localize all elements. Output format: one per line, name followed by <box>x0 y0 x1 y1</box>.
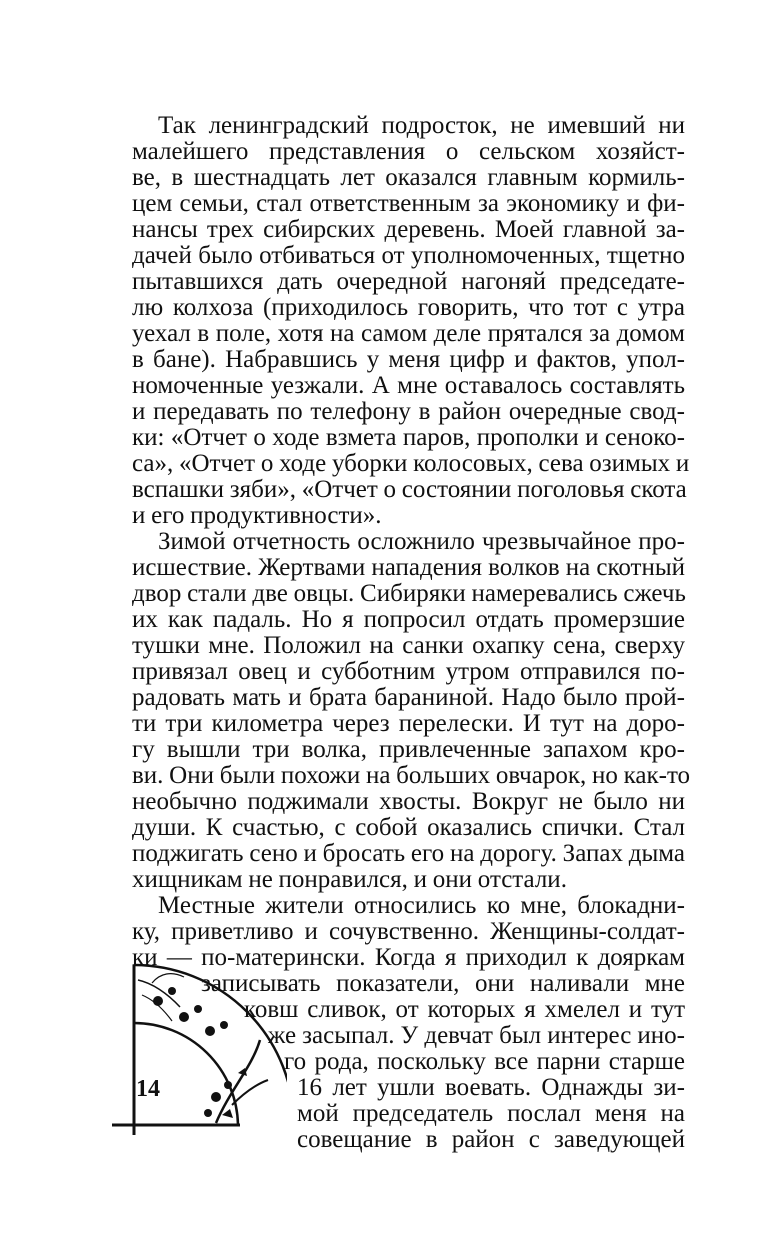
text-line: гу вышли три волка, привлеченные запахом кро- <box>132 736 685 763</box>
text-line: в бане). Набравшись у меня цифр и фактов, упол- <box>132 346 685 373</box>
text-line: привязал овец и субботним утром отправился по- <box>132 658 685 685</box>
text-line: ки: «Отчет о ходе взмета паров, прополки и сеноко- <box>132 424 685 451</box>
text-line: лю колхоза (приходилось говорить, что тот с утра <box>132 294 685 321</box>
text-line: ви. Они были похожи на больших овчарок, но как-то <box>132 762 691 789</box>
text-line: души. К счастью, с собой оказались спички. Стал <box>132 814 685 841</box>
text-line: вспашки зяби», «Отчет о состоянии поголовья скота <box>132 476 687 503</box>
text-line: хищникам не понравился, и они отстали. <box>132 866 567 893</box>
text-line: их как падаль. Но я попросил отдать промерзшие <box>132 606 685 633</box>
text-line: 16 лет ушли воевать. Однажды зи- <box>297 1074 685 1101</box>
text-line: Так ленинградский подросток, не имевший ни <box>158 112 685 139</box>
text-line: поджигать сено и бросать его на дорогу. Запах дыма <box>132 840 685 867</box>
text-line: ве, в шестнадцать лет оказался главным кормиль- <box>132 164 685 191</box>
text-line: записывать показатели, они наливали мне <box>201 970 685 997</box>
text-line: номоченные уезжали. А мне оставалось составлять <box>132 372 685 399</box>
text-line: радовать мать и брата бараниной. Надо было прой- <box>132 684 685 711</box>
text-line: ки — по-матерински. Когда я приходил к дояркам <box>132 944 685 971</box>
text-line: го рода, поскольку все парни старше <box>284 1048 685 1075</box>
text-line: мой председатель послал меня на <box>297 1100 685 1127</box>
text-line: нансы трех сибирских деревень. Моей главной за- <box>132 216 685 243</box>
text-line: ти три километра через перелески. И тут на доро- <box>132 710 685 737</box>
text-line: совещание в район с заведующей <box>297 1126 685 1153</box>
text-line: ковш сливок, от которых я хмелел и тут <box>244 996 685 1023</box>
page-number: 14 <box>136 1076 160 1102</box>
text-line: дачей было отбиваться от уполномоченных, тщетно <box>132 242 685 269</box>
text-line: Местные жители относились ко мне, блокадни- <box>158 892 685 919</box>
text-line: малейшего представления о сельском хозяйст- <box>132 138 685 165</box>
text-line: пытавшихся дать очередной нагоняй председате- <box>132 268 685 295</box>
text-line: исшествие. Жертвами нападения волков на скотный <box>132 554 685 581</box>
text-line: необычно поджимали хвосты. Вокруг не было ни <box>132 788 685 815</box>
text-line: тушки мне. Положил на санки охапку сена, сверху <box>132 632 685 659</box>
text-line: уехал в поле, хотя на самом деле прятался за домом <box>132 320 685 347</box>
text-line: двор стали две овцы. Сибиряки намеревались сжечь <box>132 580 686 607</box>
text-line: же засыпал. У девчат был интерес ино- <box>268 1022 685 1049</box>
text-line: цем семьи, стал ответственным за экономику и фи- <box>132 190 685 217</box>
text-line: Зимой отчетность осложнило чрезвычайное про- <box>158 528 685 555</box>
text-line: и его продуктивности». <box>132 502 382 529</box>
text-line: са», «Отчет о ходе уборки колосовых, сева озимых и <box>132 450 690 477</box>
text-line: ку, приветливо и сочувственно. Женщины-солдат- <box>132 918 685 945</box>
text-line: и передавать по телефону в район очередные свод- <box>132 398 685 425</box>
corner-ornament <box>112 955 287 1135</box>
